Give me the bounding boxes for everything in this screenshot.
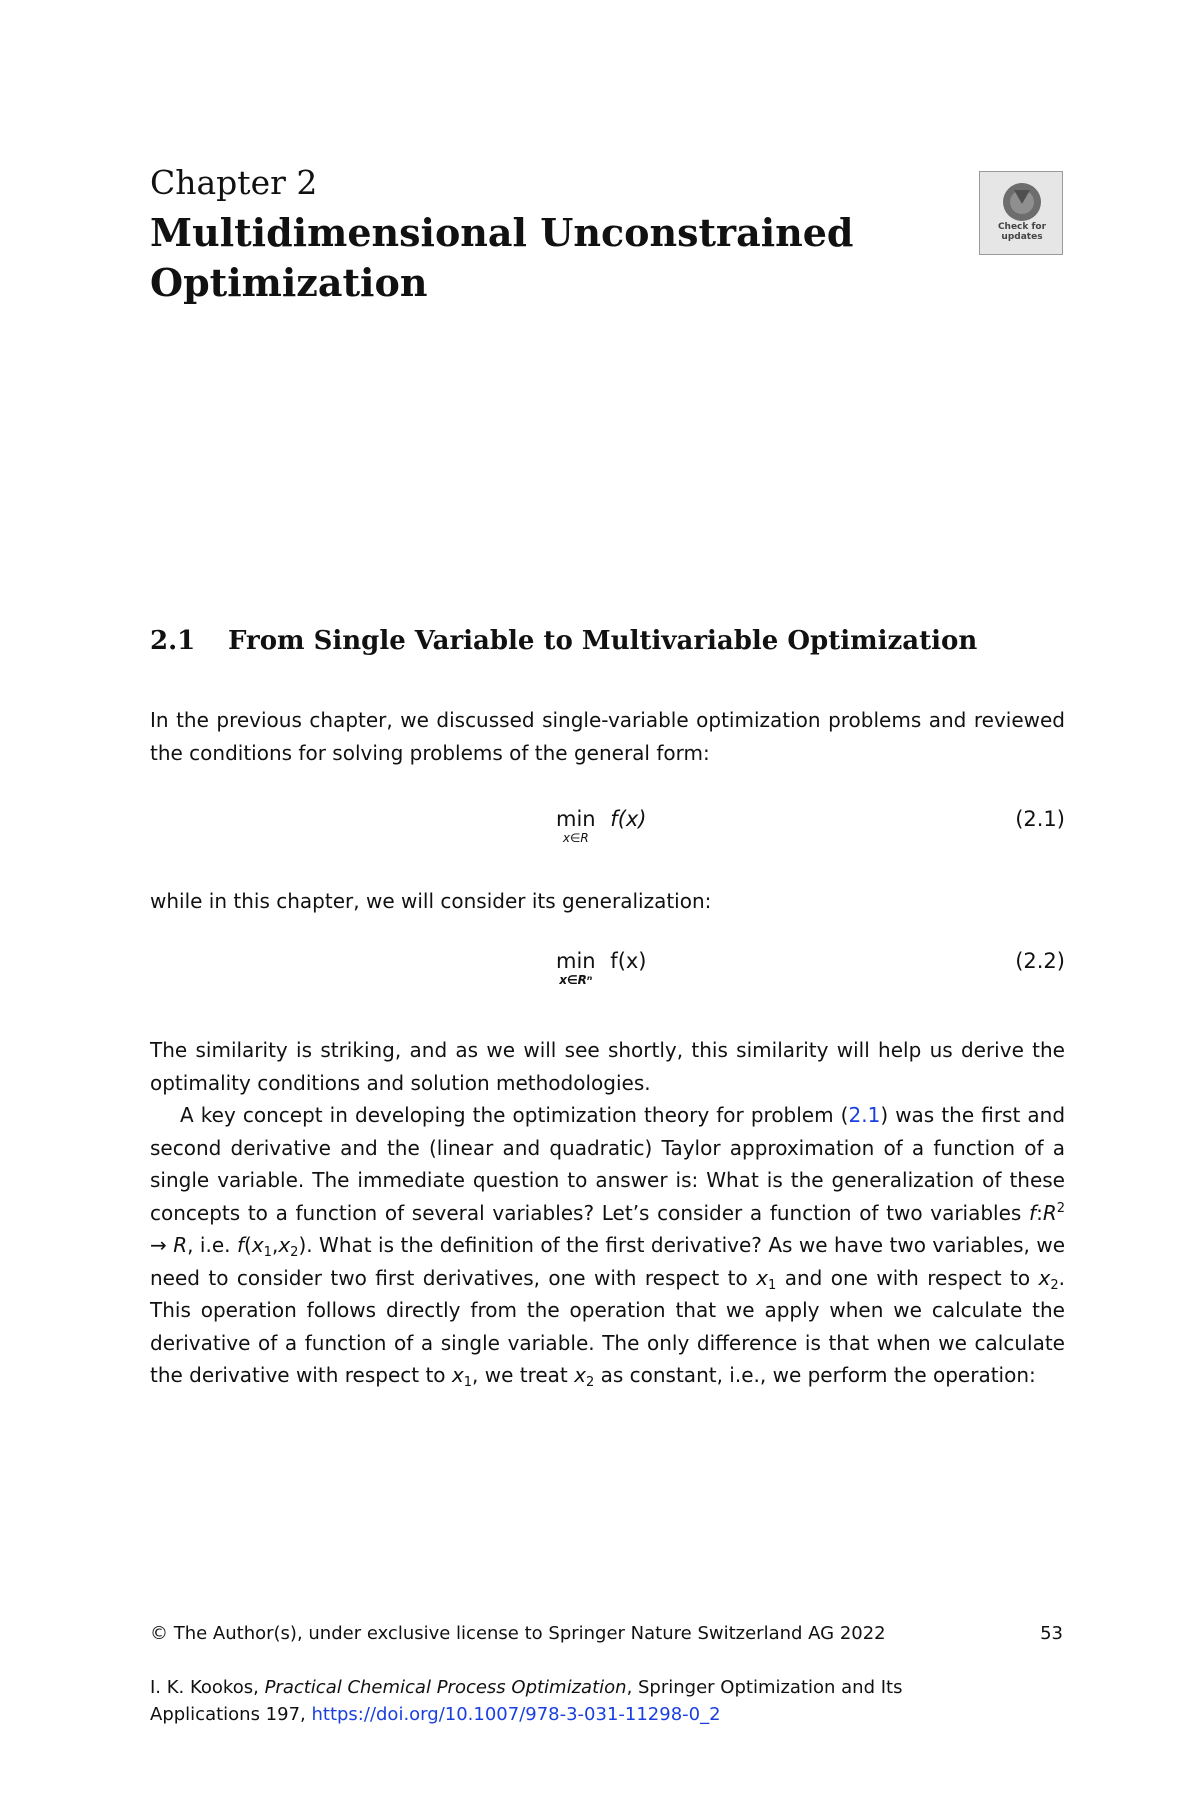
citation-book-title: Practical Chemical Process Optimization	[264, 1677, 627, 1698]
doi-link[interactable]: https://doi.org/10.1007/978-3-031-11298-0_2	[311, 1704, 721, 1725]
math-function-two-vars: f	[236, 1233, 245, 1257]
chapter-title: Multidimensional Unconstrained Optimization	[150, 210, 854, 305]
citation-author: I. K. Kookos,	[150, 1677, 265, 1698]
paragraph-4-text: . This operation follows directly from the operation that we apply when we calculate the derivative of a function of a single variable. The only difference is that when we calculate the derivative with respect to	[150, 1265, 1065, 1387]
math-var-x1: x	[756, 1265, 768, 1290]
paragraph-1: In the previous chapter, we discussed single-variable optimization problems and reviewed the conditions for solving problems of the general form:	[150, 708, 1065, 765]
footer-copyright: © The Author(s), under exclusive license to Springer Nature Switzerland AG 2022	[150, 1623, 886, 1644]
equation-number: (2.1)	[1015, 807, 1065, 831]
equation-function: f(x)	[610, 949, 647, 973]
math-var-x2: x	[574, 1363, 586, 1387]
min-operator	[556, 948, 596, 986]
chapter-label: Chapter 2	[150, 163, 318, 202]
equation-2-1	[150, 806, 1065, 866]
min-word: min	[556, 807, 596, 831]
min-word: min	[556, 949, 596, 973]
check-for-updates-badge[interactable]	[979, 171, 1063, 255]
equation-2-2	[150, 948, 1065, 1008]
paragraph-4-text: and one with respect to	[776, 1265, 1039, 1290]
equation-body	[556, 948, 647, 986]
math-var-x2: x	[1038, 1265, 1051, 1290]
equation-reference-link[interactable]: 2.1	[848, 1103, 881, 1127]
min-subscript: x∈R	[562, 831, 589, 845]
min-operator	[556, 806, 596, 844]
section-heading	[150, 626, 977, 656]
footer-citation	[150, 1674, 910, 1728]
equation-function: f(x)	[610, 807, 647, 831]
paragraph-3: The similarity is striking, and as we will see shortly, this similarity will help us derive the optimality conditions and solution methodologies.	[150, 1038, 1065, 1095]
paragraph-4-text: ) was the first and second derivative and the (linear and quadratic) Taylor approximation of a function of a single variable. The immediate question to answer is: What is the generalization of these concepts to a function of several variables? Let’s consider a function of two variables	[150, 1103, 1066, 1225]
paragraph-4-text: as constant, i.e., we perform the operation:	[594, 1363, 1036, 1387]
min-subscript: x∈Rⁿ	[559, 973, 593, 987]
section-title: From Single Variable to Multivariable Optimization	[228, 626, 978, 656]
paragraph-2: while in this chapter, we will consider its generalization:	[150, 889, 712, 913]
equation-body	[556, 806, 647, 844]
math-var-x1: x	[451, 1363, 464, 1387]
page-number: 53	[1040, 1623, 1063, 1644]
section-number: 2.1	[150, 626, 196, 656]
equation-number: (2.2)	[1015, 949, 1065, 973]
paragraph-4-text: . What is the definition of the first derivative? As we have two variables, we need to consider two first derivatives, one with respect to	[150, 1233, 1066, 1290]
math-function-mapping: f	[1029, 1200, 1037, 1225]
paragraph-4-text: A key concept in developing the optimization theory for problem (	[180, 1103, 849, 1127]
citation-series: , Springer Optimization and Its Applications 197,	[150, 1677, 903, 1725]
paragraph-4: A key concept in developing the optimization theory for problem (2.1) was the first and second derivative and the (linear and quadratic) Taylor approximation of a function of a single variable. The immediate question to answer is: What is the generalization of these concepts to a function of several variables? Let’s consider a function of two variables $f:R^2 \to R$, i.e. $f(x_1,x_2)$. What is the definition of the first derivative? As we have two variables, we need to consider two first derivatives, one with respect to $x_1$ and one with respect to $x_2$. This operation follows directly from the operation that we apply when we calculate the derivative of a function of a single variable. The only difference is that when we calculate the derivative with respect to $x_1$, we treat $x_2$ as constant, i.e., we perform the operation:	[150, 1103, 1066, 1390]
badge-label: Check for updates	[997, 222, 1047, 242]
paragraph-4-text: , we treat	[472, 1363, 575, 1387]
